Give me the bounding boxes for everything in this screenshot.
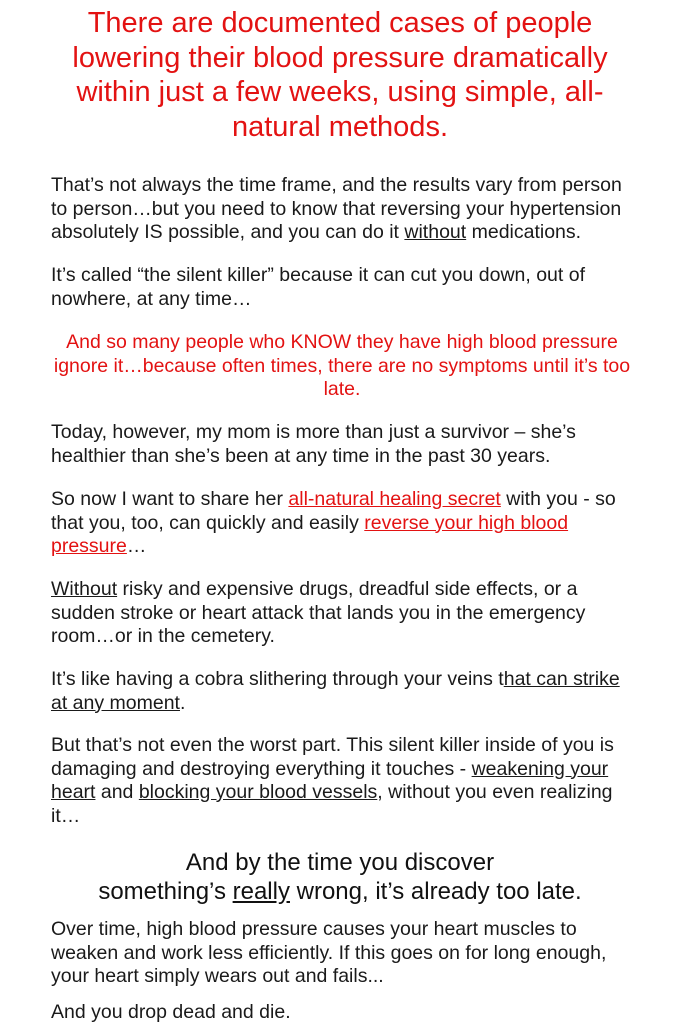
p7-end: . — [179, 691, 186, 714]
without-underlined: Without — [51, 578, 118, 600]
paragraph-share-secret — [51, 488, 636, 559]
paragraph-worst-part — [51, 734, 636, 828]
p8-end: , without you even realizing it… — [51, 781, 613, 827]
p5-text: So now I want to share her — [51, 488, 289, 510]
p8-middle: and — [95, 781, 139, 803]
reverse-blood-pressure-link[interactable]: reverse your high blood pressure — [51, 511, 569, 557]
subheadline-line1: And by the time you discover — [185, 849, 495, 876]
paragraph-mom-survivor: Today, however, my mom is more than just a survivor – she’s healthier than she’s been at any time in the past 30 years. — [51, 421, 576, 467]
p5-middle: with you - so that you, too, can quickly and easily — [51, 488, 616, 534]
p5-end: … — [126, 535, 147, 557]
strike-any-moment-underlined: hat can strike at any moment — [51, 668, 620, 714]
without-emphasis: without — [404, 221, 467, 243]
p8-text: But that’s not even the worst part. This silent killer inside of you is damaging and destroying everything it touches - — [51, 734, 614, 780]
paragraph-drop-dead: And you drop dead and die. — [51, 1001, 291, 1023]
weakening-heart-underlined: weakening your heart — [51, 757, 609, 803]
paragraph-ignore-warning: And so many people who KNOW they have high blood pressure ignore it…because often times, there are no symptoms until it’s too late. — [53, 331, 631, 400]
paragraph-silent-killer: It’s called “the silent killer” because it can cut you down, out of nowhere, at any time… — [51, 264, 586, 310]
p1-text: That’s not always the time frame, and the results vary from person to person…but you need to know that reversing your hypertension absolutely IS possible, and you can do it — [51, 174, 622, 243]
subhead-text: something’s — [98, 878, 233, 905]
subheadline — [40, 848, 640, 906]
p6-text: risky and expensive drugs, dreadful side effects, or a sudden stroke or heart attack that lands you in the emergency room…or in the cemetery. — [51, 578, 586, 647]
paragraph-without-drugs — [51, 578, 636, 649]
paragraph-cobra — [51, 668, 636, 715]
paragraph-heart-fails: Over time, high blood pressure causes your heart muscles to weaken and work less efficiently. If this goes on for long enough, your heart simply wears out and fails... — [51, 918, 607, 987]
p7-text: It’s like having a cobra slithering through your veins t — [51, 668, 504, 690]
paragraph-time-frame — [51, 174, 636, 245]
subhead-end: wrong, it’s already too late. — [289, 878, 582, 905]
p1-end: medications. — [466, 221, 582, 243]
subheadline-line2 — [40, 877, 640, 906]
headline: There are documented cases of people lowering their blood pressure dramatically within just a few weeks, using simple, all-natural methods. — [72, 7, 608, 143]
really-underlined: really — [232, 878, 290, 905]
blocking-vessels-underlined: blocking your blood vessels — [138, 781, 378, 803]
healing-secret-link[interactable]: all-natural healing secret — [288, 488, 501, 510]
